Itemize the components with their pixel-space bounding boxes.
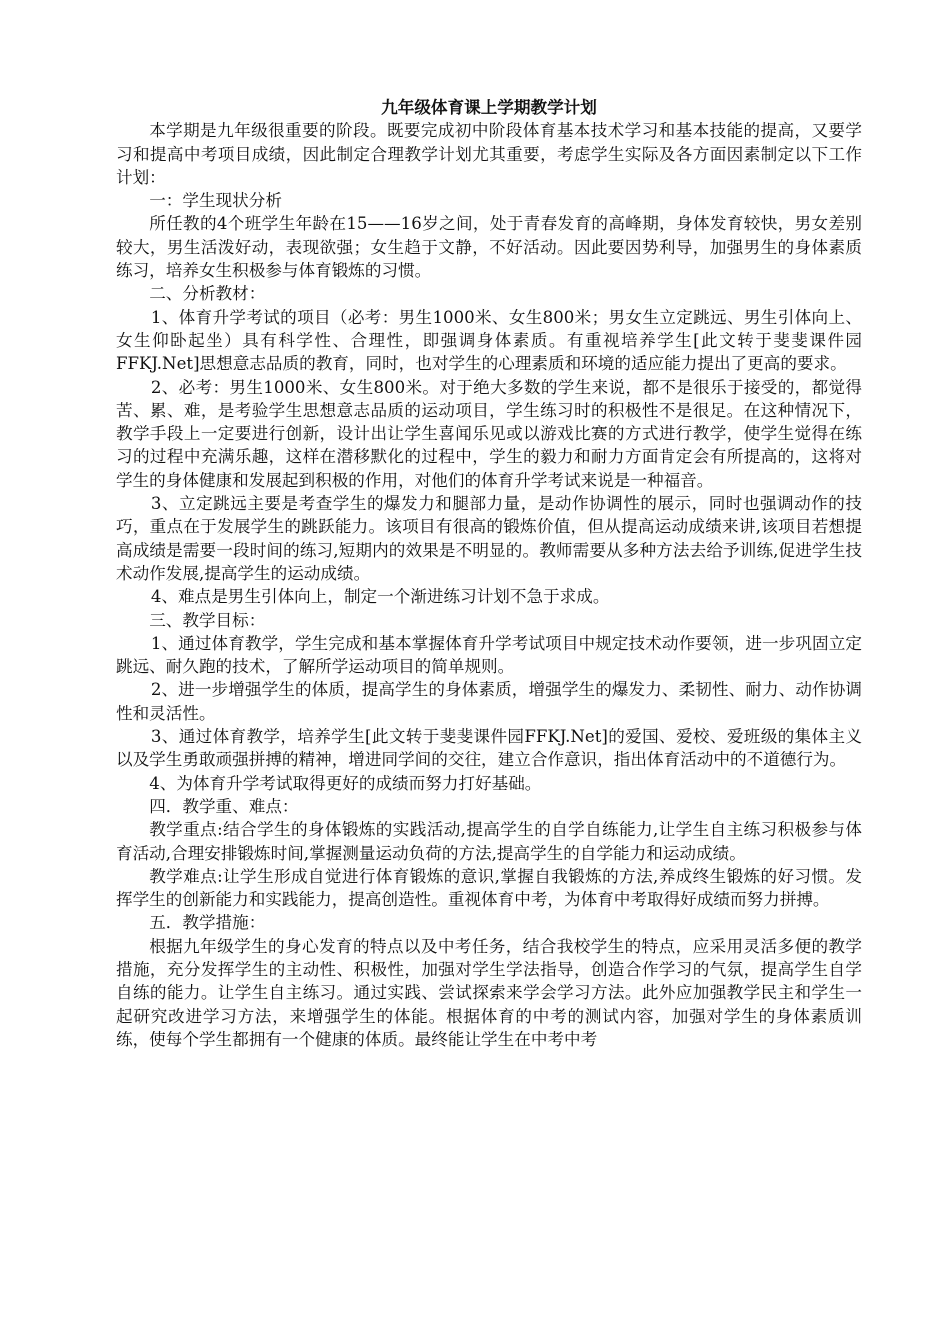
numbered-item: 4、难点是男生引体向上，制定一个渐进练习计划不急于求成。 — [150, 587, 610, 607]
section-heading: 五．教学措施： — [149, 913, 266, 933]
section-heading: 二、分析教材： — [149, 284, 266, 304]
body-paragraph: 根据九年级学生的身心发育的特点以及中考任务，结合我校学生的特点，应采用灵活多便的教学措施，充分发挥学生的主动性、积极性，加强对学生学法指导，创造合作学习的气氛，提高学生自学自练的能力。让学生自主练习。通过实践、尝试探索来学会学习方法。此外应加强教学民主和学生一起研究改进学习方法，来增强学生的体能。根据体育的中考的测试内容，加强对学生的身体素质训练，使每个学生都拥有一个健康的体质。最终能让学生在中考中考 — [116, 936, 862, 1049]
section-heading: 四．教学重、难点： — [149, 796, 299, 816]
section-heading: 一：学生现状分析 — [149, 191, 282, 211]
numbered-item: 2、必考：男生1000米、女生800米。对于绝大多数的学生来说，都不是很乐于接受的，都觉得苦、累、难，是考验学生思想意志品质的运动项目，学生练习时的积极性不是很足。在这种情况下，教学手段上一定要进行创新，设计出让学生喜闻乐见或以游戏比赛的方式进行教学，使学生觉得在练习的过程中充满乐趣，这样在潜移默化的过程中，学生的毅力和耐力方面肯定会有所提高的，这将对学生的身体健康和发展起到积极的作用，对他们的体育升学考试来说是一种福音。 — [116, 377, 862, 490]
numbered-item: 1、体育升学考试的项目（必考：男生1000米、女生800米；男女生立定跳远、男生引体向上、女生仰卧起坐）具有科学性、合理性，即强调身体素质。有重视培养学生[此文转于斐斐课件园FFKJ.Net]思想意志品质的教育，同时，也对学生的心理素质和环境的适应能力提出了更高的要求。 — [116, 307, 862, 374]
body-paragraph: 所任教的4个班学生年龄在15——16岁之间，处于青春发育的高峰期，身体发育较快，男女差别较大，男生活泼好动，表现欲强；女生趋于文静，不好活动。因此要因势利导，加强男生的身体素质练习，培养女生积极参与体育锻炼的习惯。 — [116, 214, 862, 281]
body-paragraph: 4、为体育升学考试取得更好的成绩而努力打好基础。 — [149, 773, 542, 793]
body-paragraph: 教学重点:结合学生的身体锻炼的实践活动,提高学生的自学自练能力,让学生自主练习积极参与体育活动,合理安排锻炼时间,掌握测量运动负荷的方法,提高学生的自学能力和运动成绩。 — [116, 820, 862, 863]
document-page — [116, 96, 862, 1051]
body-paragraph: 本学期是九年级很重要的阶段。既要完成初中阶段体育基本技术学习和基本技能的提高，又要学习和提高中考项目成绩，因此制定合理教学计划尤其重要，考虑学生实际及各方面因素制定以下工作计划： — [116, 121, 862, 187]
numbered-item: 1、通过体育教学，学生完成和基本掌握体育升学考试项目中规定技术动作要领，进一步巩固立定跳远、耐久跑的技术，了解所学运动项目的简单规则。 — [116, 633, 862, 677]
document-title: 九年级体育课上学期教学计划 — [381, 97, 597, 117]
document-body — [116, 119, 862, 1051]
numbered-item: 3、立定跳远主要是考查学生的爆发力和腿部力量，是动作协调性的展示，同时也强调动作的技巧，重点在于发展学生的跳跃能力。该项目有很高的锻炼价值，但从提高运动成绩来讲,该项目若想提高成绩是需要一段时间的练习,短期内的效果是不明显的。教师需要从多种方法去给予训练,促进学生技术动作发展,提高学生的运动成绩。 — [116, 494, 862, 583]
numbered-item: 2、进一步增强学生的体质，提高学生的身体素质，增强学生的爆发力、柔韧性、耐力、动作协调性和灵活性。 — [116, 680, 862, 723]
body-paragraph: 教学难点:让学生形成自觉进行体育锻炼的意识,掌握自我锻炼的方法,养成终生锻炼的好习惯。发挥学生的创新能力和实践能力，提高创造性。重视体育中考，为体育中考取得好成绩而努力拼搏。 — [116, 866, 862, 910]
section-heading: 三、教学目标： — [149, 610, 266, 630]
numbered-item: 3、通过体育教学，培养学生[此文转于斐斐课件园FFKJ.Net]的爱国、爱校、爱班级的集体主义以及学生勇敢顽强拼搏的精神，增进同学间的交往，建立合作意识，指出体育活动中的不道德行为。 — [116, 727, 862, 770]
